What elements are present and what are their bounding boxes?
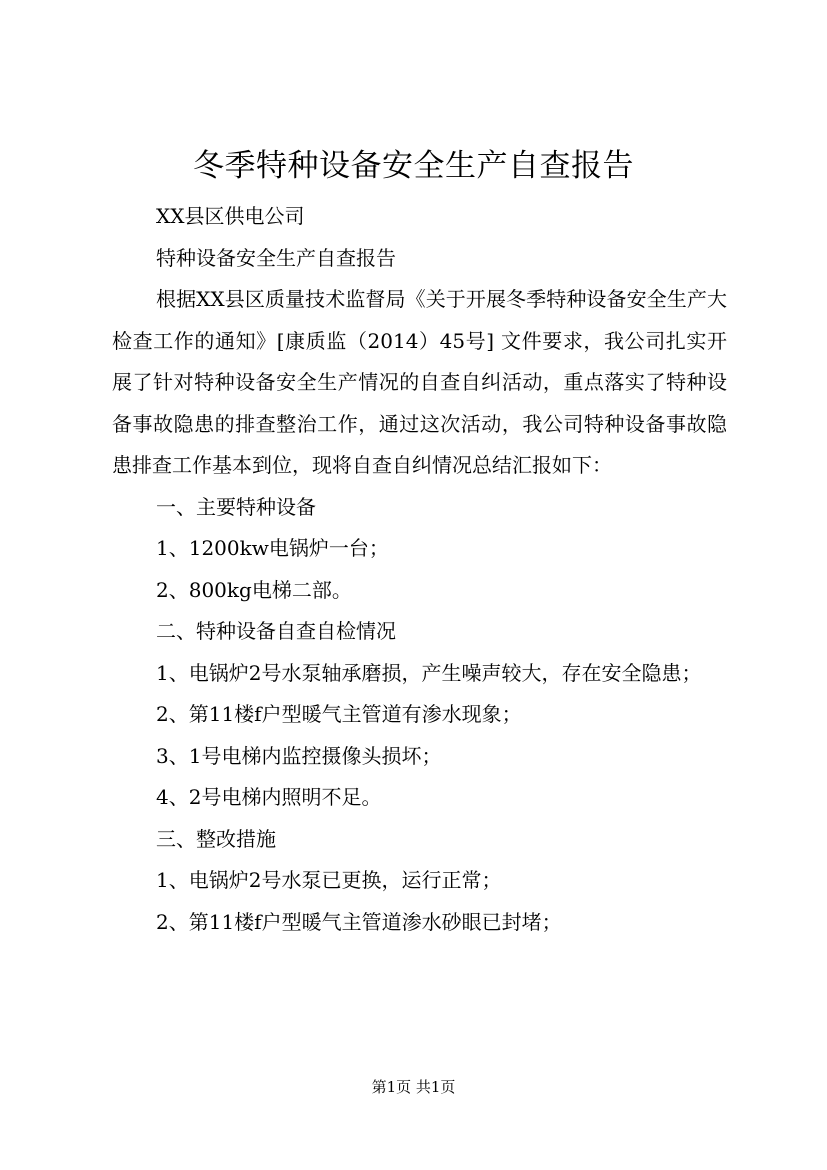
paragraph-report-title: 特种设备安全生产自查报告: [156, 245, 396, 270]
paragraph-intro: 根据XX县区质量技术监督局《关于开展冬季特种设备安全生产大检查工作的通知》[康质监（2014）45号] 文件要求，我公司扎实开展了针对特种设备安全生产情况的自查自纠活动，重点落实了特种设备事故隐患的排查整治工作，通过这次活动，我公司特种设备事故隐患排查工作基本到位，现将自查自纠情况总结汇报如下：: [112, 287, 727, 477]
document-title: 冬季特种设备安全生产自查报告: [193, 148, 634, 184]
list-item: 2、第11楼f户型暖气主管道有渗水现象；: [156, 702, 522, 726]
document-body: [112, 196, 727, 943]
section-heading-self-check: 二、特种设备自查自检情况: [156, 619, 396, 643]
section-heading-main-equipment: 一、主要特种设备: [156, 494, 316, 519]
list-item: 3、1号电梯内监控摄像头损坏；: [156, 743, 442, 768]
paragraph-company: XX县区供电公司: [156, 204, 305, 228]
list-item: 4、2号电梯内照明不足。: [156, 785, 382, 809]
list-item: 1、1200kw电锅炉一台；: [156, 536, 389, 560]
list-item: 1、电锅炉2号水泵已更换，运行正常；: [156, 868, 502, 892]
list-item: 2、800kg电梯二部。: [156, 577, 352, 602]
list-item: 1、电锅炉2号水泵轴承磨损，产生噪声较大，存在安全隐患；: [156, 660, 702, 685]
page-footer: 第1页 共1页: [371, 1078, 456, 1096]
section-heading-rectification: 三、整改措施: [156, 826, 276, 851]
list-item: 2、第11楼f户型暖气主管道渗水砂眼已封堵；: [156, 909, 562, 934]
